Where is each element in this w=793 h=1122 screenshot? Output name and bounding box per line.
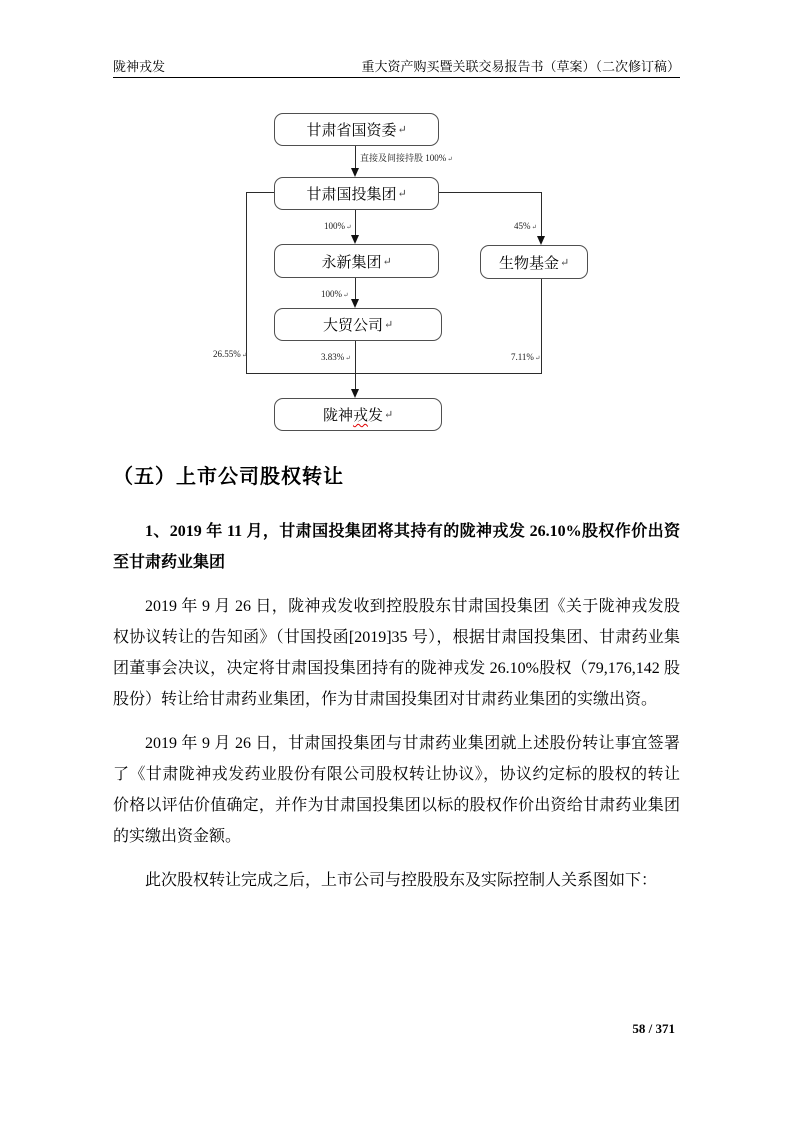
return-mark-icon: ↵ (559, 256, 570, 269)
return-mark-icon: ↵ (343, 292, 349, 299)
node-gansu-sasac: 甘肃省国资委 ↵ (274, 113, 439, 146)
edge-guotou-to-longshen-hline-top (246, 192, 274, 193)
node-damao-company: 大贸公司 ↵ (274, 308, 442, 341)
misspelled-char: 戎 (352, 408, 368, 424)
node-longshen-rongfa: 陇神 戎 发 ↵ (274, 398, 442, 431)
return-mark-icon: ↵ (382, 255, 392, 268)
label-damao-to-longshen-pct: 3.83%↵ (321, 352, 351, 362)
arrowhead-into-longshen-icon (351, 389, 359, 398)
label-direct-indirect-holding: 直接及间接持股 100%↵ (360, 153, 453, 163)
label-guotou-to-longshen-pct: 26.55%↵ (213, 349, 248, 359)
edge-damao-to-longshen-line (355, 339, 356, 391)
return-mark-icon: ↵ (531, 224, 537, 231)
return-mark-icon: ↵ (397, 188, 407, 200)
arrowhead-into-damao-icon (351, 299, 359, 308)
node-gansu-guotou: 甘肃国投集团 ↵ (274, 177, 439, 210)
return-mark-icon: ↵ (241, 352, 248, 359)
return-mark-icon: ↵ (397, 124, 407, 136)
label-biofund-to-longshen-pct: 7.11%↵ (511, 352, 541, 362)
return-mark-icon: ↵ (346, 224, 352, 231)
return-mark-icon: ↵ (383, 319, 394, 331)
header-right-title: 重大资产购买暨关联交易报告书（草案）（二次修订稿） (361, 59, 680, 74)
edge-guotou-to-biofund-hline (437, 192, 542, 193)
section-heading: （五）上市公司股权转让 (113, 466, 344, 488)
label-yongxin-to-damao-pct: 100%↵ (321, 289, 349, 299)
body-paragraph-3: 此次股权转让完成之后，上市公司与控股股东及实际控制人关系图如下： (145, 872, 658, 889)
label-guotou-to-biofund-pct: 45%↵ (514, 221, 537, 231)
edge-yongxin-to-damao-line (355, 276, 356, 300)
arrowhead-into-biofund-icon (537, 236, 545, 245)
return-mark-icon: ↵ (447, 156, 453, 163)
numbered-sub-heading: 1、2019 年 11 月，甘肃国投集团将其持有的陇神戎发 26.10%股权作价出资至甘肃药业集团 (113, 523, 680, 571)
node-yongxin-group: 永新集团 ↵ (274, 244, 439, 278)
header-left-title: 陇神戎发 (113, 59, 166, 74)
edge-guotou-to-yongxin-line (355, 208, 356, 237)
page-body (113, 460, 680, 909)
label-guotou-to-yongxin-pct: 100%↵ (324, 221, 352, 231)
arrowhead-into-guotou-icon (351, 168, 359, 177)
node-bio-fund: 生物基金 ↵ (480, 245, 588, 279)
edge-guotou-to-longshen-vline (246, 192, 247, 373)
edge-biofund-to-longshen-vline (541, 277, 542, 373)
return-mark-icon: ↵ (534, 355, 541, 362)
edge-guotou-to-biofund-vline (541, 192, 542, 237)
body-paragraph-2: 2019 年 9 月 26 日，甘肃国投集团与甘肃药业集团就上述股份转让事宜签署了《甘肃陇神戎发药业股份有限公司股权转让协议》，协议约定标的股权的转让价格以评估价值确定，并作为甘肃国投集团以标的股权作价出资给甘肃药业集团的实缴出资金额。 (113, 735, 680, 845)
return-mark-icon: ↵ (345, 355, 351, 362)
ownership-structure-diagram (0, 0, 793, 450)
return-mark-icon: ↵ (384, 409, 394, 421)
page-number: 58 / 371 (632, 1021, 675, 1036)
body-paragraph-1: 2019 年 9 月 26 日，陇神戎发收到控股股东甘肃国投集团《关于陇神戎发股权协议转让的告知函》（甘国投函[2019]35 号），根据甘肃国投集团、甘肃药业集团董事会决议，决定将甘肃国投集团持有的陇神戎发 26.10%股权（79,176,142 股股份）转让给甘肃药业集团，作为甘肃国投集团对甘肃药业集团的实缴出资。 (113, 598, 680, 708)
edge-sasac-to-guotou-line (355, 144, 356, 170)
edge-merge-hline (246, 373, 542, 374)
arrowhead-into-yongxin-icon (351, 235, 359, 244)
